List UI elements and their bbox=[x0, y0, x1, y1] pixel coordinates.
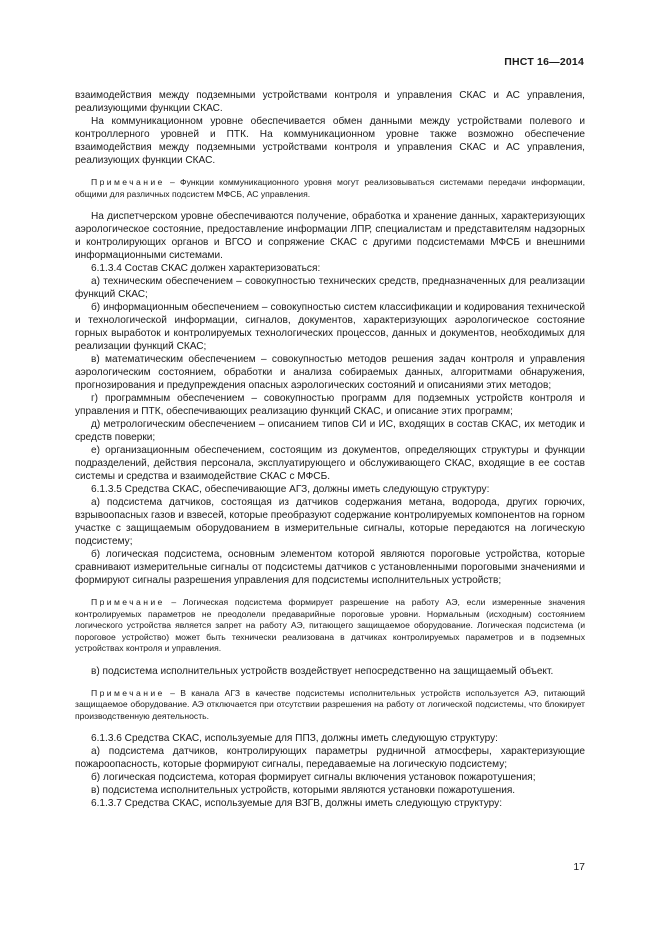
paragraph: взаимодействия между подземными устройствами контроля и управления СКАС и АС управления, реализующими функции СКАС. bbox=[75, 90, 585, 114]
list-item: а) подсистема датчиков, контролирующих параметры рудничной атмосферы, характеризующие пожароопасность, которые формируют сигналы, передаваемые на логическую подсистему; bbox=[75, 746, 585, 770]
list-item: б) логическая подсистема, основным элементом которой являются пороговые устройства, которые сравнивают измерительные сигналы от подсистемы датчиков с установленными пороговыми значениями и формируют сигналы разрешения управления для подсистемы исполнительных устройств; bbox=[75, 549, 585, 586]
note-label: Примечание bbox=[91, 177, 165, 187]
list-item: а) техническим обеспечением – совокупностью технических средств, предназначенных для реализации функций СКАС; bbox=[75, 276, 585, 300]
note bbox=[75, 177, 585, 200]
note bbox=[75, 688, 585, 723]
document-code-header: ПНСТ 16—2014 bbox=[504, 56, 584, 68]
section-heading: 6.1.3.6 Средства СКАС, используемые для ППЗ, должны иметь следующую структуру: bbox=[91, 733, 498, 744]
section-heading: 6.1.3.7 Средства СКАС, используемые для ВЗГВ, должны иметь следующую структуру: bbox=[91, 798, 503, 809]
list-item: в) математическим обеспечением – совокупностью методов решения задач контроля и управления аэрологическим состоянием, обработки и анализа собираемых данных, алгоритмами обнаружения, прогнозирования и предупреждения опасных аэрологических состояний и описаниями этих методов; bbox=[75, 354, 585, 391]
note-text: – Функции коммуникационного уровня могут реализовываться системами передачи информации, общими для различных подсистем МФСБ, АС управления. bbox=[75, 177, 585, 199]
list-item: б) логическая подсистема, которая формирует сигналы включения установок пожаротушения; bbox=[91, 772, 536, 783]
list-item: д) метрологическим обеспечением – описанием типов СИ и ИС, входящих в состав СКАС, их методик и средств поверки; bbox=[75, 419, 585, 443]
list-item: г) программным обеспечением – совокупностью программ для подземных устройств контроля и управления и ПТК, обеспечивающих реализацию функций СКАС, и описание этих программ; bbox=[75, 393, 585, 417]
list-item: а) подсистема датчиков, состоящая из датчиков содержания метана, водорода, других горючих, взрывоопасных газов и взвесей, которые преобразуют содержание контролируемых компонентов на горном участке с защищаемым оборудованием в измерительные сигналы, которые передаются на логическую подсистему; bbox=[75, 497, 585, 547]
section-heading: 6.1.3.5 Средства СКАС, обеспечивающие АГЗ, должны иметь следующую структуру: bbox=[91, 484, 490, 495]
note bbox=[75, 597, 585, 655]
note-label: Примечание bbox=[91, 687, 165, 698]
section-heading: 6.1.3.4 Состав СКАС должен характеризоваться: bbox=[91, 263, 321, 274]
page-number: 17 bbox=[573, 861, 585, 873]
note-text: – В канала АГЗ в качестве подсистемы исполнительных устройств используется АЭ, питающий защищаемое оборудование. АЭ отключается при отсутствии разрешения на работу от логической подсистемы, что блокирует производственную деятельность. bbox=[75, 687, 585, 721]
paragraph: На коммуникационном уровне обеспечивается обмен данными между устройствами полевого и контроллерного уровней и ПТК. На коммуникационном уровне также возможно обеспечение взаимодействия между подземными устройствами контроля и управления СКАС и АС управления, реализующих функции СКАС. bbox=[75, 116, 585, 166]
list-item: е) организационным обеспечением, состоящим из документов, определяющих структуры и функции подразделений, действия персонала, эксплуатирующего и обслуживающего СКАС, входящие в ее состав системы и средства и взаимодействие СКАС с МФСБ. bbox=[75, 445, 585, 482]
list-item: в) подсистема исполнительных устройств, которыми являются установки пожаротушения. bbox=[91, 785, 516, 796]
list-item: в) подсистема исполнительных устройств воздействует непосредственно на защищаемый объект. bbox=[91, 665, 554, 677]
page-body bbox=[75, 89, 585, 810]
paragraph: На диспетчерском уровне обеспечиваются получение, обработка и хранение данных, характеризующих аэрологическое состояние, предоставление информации ЛПР, специалистам и представителям надзорных и контролирующих органов и ВГСО и сопряжение СКАС с другими подсистемами МФСБ и внешними информационными системами. bbox=[75, 211, 585, 261]
note-label: Примечание bbox=[91, 597, 165, 607]
list-item: б) информационным обеспечением – совокупностью систем классификации и кодирования технической и технологической информации, сигналов, документов, характеризующих аэрологическое состояние горных выработок и контролируемых технологических процессов, данных и документов, необходимых для реализации функций СКАС; bbox=[75, 302, 585, 352]
note-text: – Логическая подсистема формирует разрешение на работу АЭ, если измеренные значения контролируемых параметров не преодолели предаварийные пороговые уровни. Нормальным (исходным) состоянием логического устройства является запрет на работу АЭ, питающего защищаемое оборудование. Логическая подсистема (и пороговое устройство) может быть технически реализована в датчиках контролируемых параметров и в подземных устройствах контроля и управления. bbox=[75, 597, 585, 653]
